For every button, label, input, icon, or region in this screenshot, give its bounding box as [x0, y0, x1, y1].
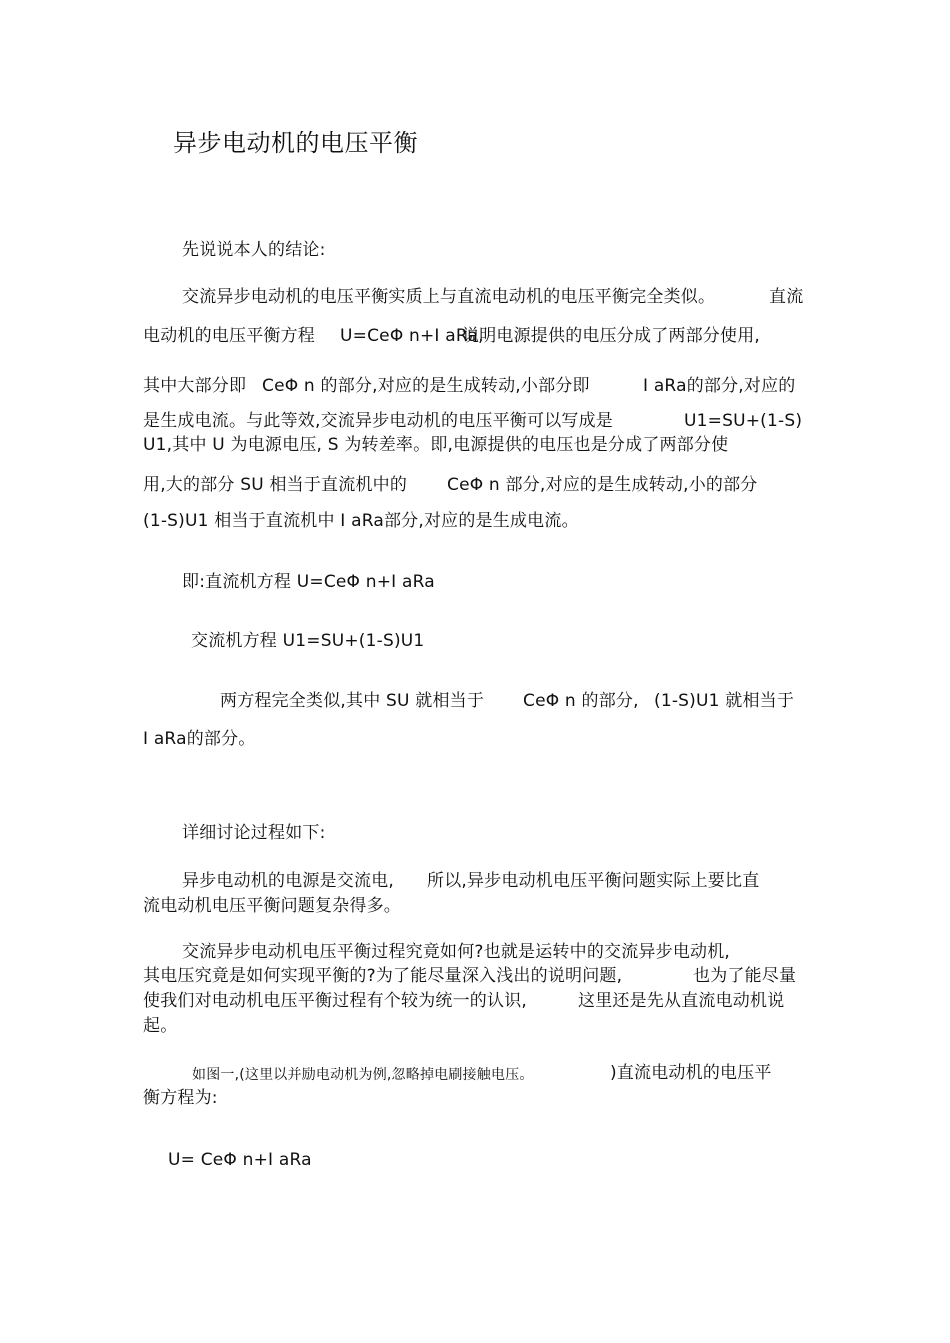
p1-line3c: I aRa的部分,对应的 [643, 376, 796, 396]
p1-line2a: 电动机的电压平衡方程 [143, 326, 315, 346]
p1-line5: U1,其中 U 为电源电压, S 为转差率。即,电源提供的电压也是分成了两部分使 [143, 435, 729, 455]
p4-line3a: 使我们对电动机电压平衡过程有个较为统一的认识, [143, 991, 528, 1011]
p4-line3b: 这里还是先从直流电动机说 [578, 991, 785, 1011]
p1-line2-equation: U=CeΦ n+I aRa, [340, 326, 484, 346]
p3-line2: 流电动机电压平衡问题复杂得多。 [143, 896, 401, 916]
p5-line1b: )直流电动机的电压平 [610, 1063, 772, 1083]
p2-line1c: (1-S)U1 就相当于 [654, 691, 795, 711]
p4-line4: 起。 [143, 1016, 178, 1036]
p4-line2a: 其电压究竟是如何实现平衡的?为了能尽量深入浅出的说明问题, [143, 966, 623, 986]
document-title: 异步电动机的电压平衡 [173, 129, 418, 157]
p1-line7: (1-S)U1 相当于直流机中 I aRa部分,对应的是生成电流。 [143, 511, 579, 531]
p4-line1: 交流异步电动机电压平衡过程究竟如何?也就是运转中的交流异步电动机, [182, 942, 731, 962]
p1-line6a: 用,大的部分 SU 相当于直流机中的 [143, 475, 408, 495]
p5-line1a: 如图一,(这里以并励电动机为例,忽略掉电刷接触电压。 [192, 1067, 534, 1083]
p2-line1b: CeΦ n 的部分, [523, 691, 639, 711]
p1-line2b: 说明电源提供的电压分成了两部分使用, [462, 326, 761, 346]
p3-line1a: 异步电动机的电源是交流电, [182, 871, 395, 891]
ac-equation: 交流机方程 U1=SU+(1-S)U1 [191, 631, 425, 651]
p1-line4a: 是生成电流。与此等效,交流异步电动机的电压平衡可以写成是 [143, 411, 614, 431]
conclusion-heading: 先说说本人的结论: [182, 240, 326, 260]
p2-line1a: 两方程完全类似,其中 SU 就相当于 [220, 691, 485, 711]
p1-line3a: 其中大部分即 [143, 376, 247, 396]
detail-heading: 详细讨论过程如下: [182, 823, 326, 843]
p1-line1b: 直流 [769, 287, 804, 307]
dc-equation: 即:直流机方程 U=CeΦ n+I aRa [182, 572, 435, 592]
p1-line4b: U1=SU+(1-S) [684, 411, 803, 431]
p4-line2b: 也为了能尽量 [693, 966, 797, 986]
p3-line1b: 所以,异步电动机电压平衡问题实际上要比直 [427, 871, 760, 891]
final-equation: U= CeΦ n+I aRa [168, 1150, 312, 1170]
p1-line1a: 交流异步电动机的电压平衡实质上与直流电动机的电压平衡完全类似。 [182, 287, 716, 307]
p1-line3b: CeΦ n 的部分,对应的是生成转动,小部分即 [262, 376, 590, 396]
p1-line6b: CeΦ n 部分,对应的是生成转动,小的部分 [447, 475, 758, 495]
p2-line2: I aRa的部分。 [143, 729, 256, 749]
p5-line2: 衡方程为: [143, 1088, 218, 1108]
